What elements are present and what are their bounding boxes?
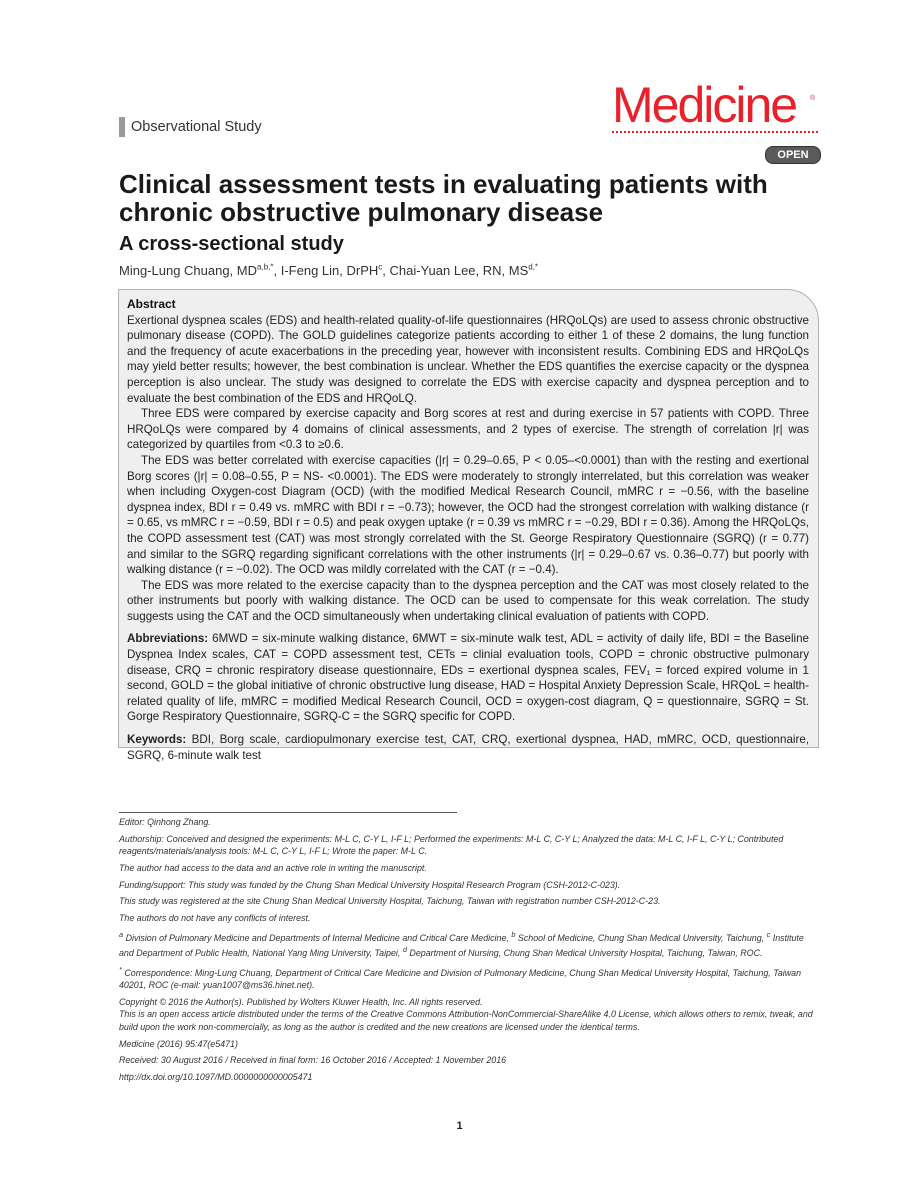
author-3: Chai-Yuan Lee, RN, $MS^{d,*}$ (389, 262, 539, 278)
footnote-rule (119, 812, 457, 813)
footnote-correspondence: * Correspondence: Ming-Lung Chuang, Department of Critical Care Medicine and Division of Pulmonary Medicine, Chung Shan Medical University Hospital, Taichung, Taiwan 40201, ROC (e-mail: yuan1007@ms36.hinet.net). (119, 965, 802, 991)
abstract-paragraph-conclusions: The EDS was more related to the exercise capacity than to the dyspnea perception and the CAT was most closely related to the other instruments but poorly with walking distance. The OCD can be used to compensate for this weak correlation. The study suggests using the CAT and the OCD simultaneously when undertaking clinical evaluation of patients with COPD. (127, 578, 809, 623)
abbreviations-label: Abbreviations: (127, 632, 209, 646)
abstract-box (118, 289, 819, 762)
abbreviations-text: 6MWD = six-minute walking distance, 6MWT = six-minute walk test, ADL = activity of daily life, BDI = the Baseline Dyspnea Index scales, CAT = COPD assessment test, CETs = clinial evaluation tools, COPD = chronic obstructive pulmonary disease, CRQ = chronic respiratory disease questionnaire, EDs = exertional dyspnea scales, FEV₁ = forced expired volume in 1 second, GOLD = the global initiative of chronic obstructive lung disease, HAD = Hospital Anxiety Depression Scale, HRQoL = health-related quality of life, mMRC = modified Medical Research Council, OCD = oxygen-cost diagram, Q = questionnaire, SGRQ = St. Gorge Respiratory Questionnaire, SGRQ-C = the SGRQ specific for COPD. (127, 632, 809, 724)
abstract-paragraph-results: The EDS was better correlated with exercise capacities (|r| = 0.29–0.65, P < 0.05–<0.0001) than with the resting and exertional Borg scores (|r| = 0.08–0.55, P = NS- <0.0001). The EDS were moderately to strongly interrelated, but this correlation was weaker when including Oxygen-cost Diagram (OCD) (with the modified Medical Research Council, mMRC r = −0.56, with the baseline dyspnea index, BDI r = 0.49 vs. mMRC with BDI r = −0.73); however, the OCD had the strongest correlation with walking distance (r = 0.65, vs mMRC r = −0.59, BDI r = 0.5) and peak oxygen uptake (r = 0.39 vs mMRC r = −0.29, BDI r = 0.36). Among the HRQoLQs, the COPD assessment test (CAT) was most strongly correlated with the St. George Respiratory Questionnaire (SGRQ) (r = 0.77) and similar to the SGRQ regarding significant correlations with the other instruments (|r| = 0.29–0.67 vs. 0.36–0.77) but poorly with walking distance (r = −0.02). The OCD was mildly correlated with the CAT (r = −0.4). (127, 453, 809, 577)
author-list (119, 262, 819, 280)
open-access-badge: OPEN (765, 146, 821, 164)
abbreviations (127, 631, 809, 725)
page-number: 1 (456, 1120, 463, 1132)
article-subtitle: A cross-sectional study (119, 233, 344, 255)
abstract-heading: Abstract (127, 297, 176, 311)
footnote-funding: Funding/support: This study was funded by the Chung Shan Medical University Hospital Research Program (CSH-2012-C-023). (119, 879, 621, 890)
footnotes (119, 816, 817, 1088)
footnote-copyright: Copyright © 2016 the Author(s). Published by Wolters Kluwer Health, Inc. All rights reserved. This is an open access article distributed under the terms of the Creative Commons Attribution-NonCommercial-ShareAlike 4.0 License, which allows others to remix, tweak, and build upon the work non-commercially, as long as the author is credited and the new creations are licensed under the identical terms. (119, 997, 813, 1032)
article-title: Clinical assessment tests in evaluating patients with chronic obstructive pulmonary disease (119, 169, 768, 227)
footnote-doi: http://dx.doi.org/10.1097/MD.0000000000005471 (119, 1072, 313, 1083)
footnote-registration: This study was registered at the site Chung Shan Medical University Hospital, Taichung, Taiwan with registration number CSH-2012-C-23. (119, 896, 661, 907)
abstract-paragraph-methods: Three EDS were compared by exercise capacity and Borg scores at rest and during exercise in 57 patients with COPD. Three HRQoLQs were compared by 4 domains of clinical assessments, and 2 types of exercise. The strength of correlation |r| was categorized by quartiles from <0.3 to ≥0.6. (127, 407, 809, 452)
footnote-conflicts: The authors do not have any conflicts of interest. (119, 913, 311, 924)
registered-mark: ® (810, 95, 816, 102)
keywords (127, 732, 809, 763)
author-1: Ming-Lung Chuang, $MD^{a,b,*}$, (119, 262, 281, 278)
keywords-text: BDI, Borg scale, cardiopulmonary exercise test, CAT, CRQ, exertional dyspnea, HAD, mMRC, OCD, questionnaire, SGRQ, 6-minute walk test (127, 733, 809, 762)
footnote-dates: Received: 30 August 2016 / Received in final form: 16 October 2016 / Accepted: 1 November 2016 (119, 1055, 507, 1066)
logo-dotted-rule (612, 131, 818, 133)
footnote-access: The author had access to the data and an active role in writing the manuscript. (119, 862, 427, 873)
abstract-paragraph-background: Exertional dyspnea scales (EDS) and health-related quality-of-life questionnaires (HRQoLQs) are used to assess chronic obstructive pulmonary disease (COPD). The GOLD guidelines categorize patients according to either 1 of these 2 domains, the lung function and the frequency of acute exacerbations in the preceding year, however with inconsistent results. Combining EDS and HRQoLQs may yield better results; however, the best combination is unclear. Whether the EDS quantifies the exercise capacity or the dyspnea perception is also unclear. The study was designed to correlate the EDS with exercise capacity and dyspnea perception and to evaluate the best combination of the EDS and HRQoLQ. (127, 313, 809, 405)
author-2: I-Feng Lin, DrPH$^c$, (280, 262, 390, 278)
section-label: Observational Study (119, 117, 262, 137)
footnote-citation: Medicine (2016) 95:47(e5471) (119, 1038, 238, 1049)
journal-logo: Medicine (612, 80, 797, 130)
footnote-affiliations: $^a$ Division of Pulmonary Medicine and Departments of Internal Medicine and Critical Care Medicine, $^b$ School of Medicine, Chung Shan Medical University, Taichung, $^c$ Institute and Department of Public Health, National Yang Ming University, Taipei, $^d$ Department of Nursing, Chung Shan Medical University Hospital, Taichung, Taiwan, ROC. (119, 930, 804, 959)
keywords-label: Keywords: (127, 733, 187, 747)
footnote-editor: Editor: Qinhong Zhang. (119, 817, 211, 827)
footnote-authorship: Authorship: Conceived and designed the experiments: M-L C, C-Y L, I-F L; Performed the experiments: M-L C, C-Y L; Analyzed the data: M-L C, I-F L, C-Y L; Contributed reagents/materials/analysis tools: M-L C, C-Y L, I-F L; Wrote the paper: M-L C. (119, 833, 784, 857)
